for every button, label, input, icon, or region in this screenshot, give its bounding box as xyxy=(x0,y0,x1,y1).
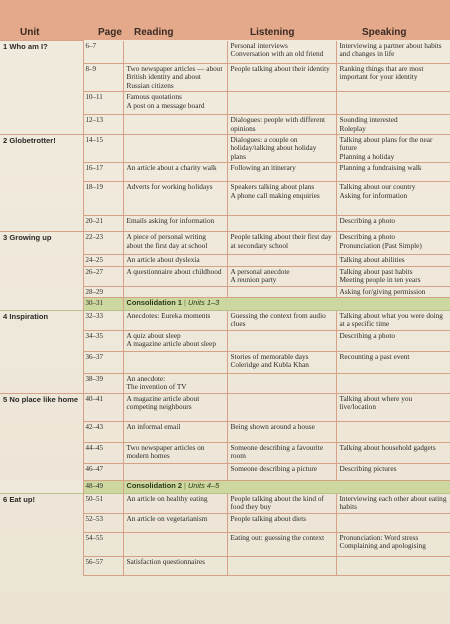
reading-cell xyxy=(123,115,227,135)
unit-title xyxy=(0,513,83,532)
table-row xyxy=(0,298,450,311)
page-range: 54–55 xyxy=(83,532,123,556)
unit-title xyxy=(0,421,83,442)
page-range: 44–45 xyxy=(83,442,123,463)
unit-title xyxy=(0,182,83,216)
reading-cell: A quiz about sleep A magazine article about sleep xyxy=(123,331,227,352)
unit-title xyxy=(0,352,83,374)
consolidation-label: Consolidation 1 xyxy=(126,298,182,308)
listening-cell: Being shown around a house xyxy=(227,421,336,442)
table-row xyxy=(0,41,450,64)
consolidation-units: Units 4–5 xyxy=(187,480,220,490)
speaking-cell: Talking about what you were doing at a specific time xyxy=(336,311,450,331)
header-speaking: Speaking xyxy=(362,27,407,38)
speaking-cell: Ranking things that are most important for your identity xyxy=(336,64,450,92)
unit-title xyxy=(0,298,83,311)
speaking-cell: Interviewing each other about eating habits xyxy=(336,493,450,513)
table-row xyxy=(0,135,450,163)
reading-cell: Two newspaper articles on modern homes xyxy=(123,442,227,463)
reading-cell: An anecdote: The invention of TV xyxy=(123,374,227,394)
header-unit: Unit xyxy=(20,27,40,38)
speaking-cell xyxy=(336,374,450,394)
page-range: 14–15 xyxy=(83,135,123,163)
unit-title: 3 Growing up xyxy=(0,232,83,255)
reading-cell: An article on healthy eating xyxy=(123,493,227,513)
speaking-cell: Describing a photo Pronunciation (Past Simple) xyxy=(336,232,450,255)
listening-cell: People talking about diets xyxy=(227,513,336,532)
unit-title: 5 No place like home xyxy=(0,393,83,421)
table-row xyxy=(0,393,450,421)
unit-title xyxy=(0,255,83,266)
unit-title xyxy=(0,442,83,463)
listening-cell xyxy=(227,331,336,352)
unit-title xyxy=(0,216,83,232)
table-row xyxy=(0,216,450,232)
table-row xyxy=(0,92,450,115)
unit-title xyxy=(0,92,83,115)
listening-cell: Speakers talking about plans A phone call making enquiries xyxy=(227,182,336,216)
page-range: 10–11 xyxy=(83,92,123,115)
unit-title xyxy=(0,115,83,135)
speaking-cell: Describing a photo xyxy=(336,331,450,352)
listening-cell: Personal interviews Conversation with an old friend xyxy=(227,41,336,64)
page-range: 12–13 xyxy=(83,115,123,135)
page-range: 6–7 xyxy=(83,41,123,64)
speaking-cell xyxy=(336,513,450,532)
listening-cell xyxy=(227,556,336,575)
consolidation-banner xyxy=(123,298,450,311)
listening-cell xyxy=(227,92,336,115)
speaking-cell: Describing a photo xyxy=(336,216,450,232)
reading-cell: An article about a charity walk xyxy=(123,163,227,182)
page-range: 28–29 xyxy=(83,286,123,297)
unit-title xyxy=(0,463,83,480)
table-row xyxy=(0,182,450,216)
listening-cell: People talking about their identity xyxy=(227,64,336,92)
speaking-cell xyxy=(336,92,450,115)
listening-cell: Guessing the context from audio clues xyxy=(227,311,336,331)
page-range: 56–57 xyxy=(83,556,123,575)
page-range: 32–33 xyxy=(83,311,123,331)
table-row xyxy=(0,532,450,556)
table-row xyxy=(0,513,450,532)
reading-cell: Satisfaction questionnaires xyxy=(123,556,227,575)
listening-cell: Stories of memorable days Coleridge and Kubla Khan xyxy=(227,352,336,374)
table-row xyxy=(0,352,450,374)
page-range: 8–9 xyxy=(83,64,123,92)
listening-cell: Someone describing a favourite room xyxy=(227,442,336,463)
speaking-cell: Pronunciation: Word stress Complaining and apologising xyxy=(336,532,450,556)
speaking-cell: Interviewing a partner about habits and changes in life xyxy=(336,41,450,64)
speaking-cell: Planning a fundraising walk xyxy=(336,163,450,182)
reading-cell: An article about dyslexia xyxy=(123,255,227,266)
unit-title: 2 Globetrotter! xyxy=(0,135,83,163)
reading-cell: Famous quotations A post on a message board xyxy=(123,92,227,115)
table-row xyxy=(0,463,450,480)
page-range: 36–37 xyxy=(83,352,123,374)
unit-title xyxy=(0,374,83,394)
page-range: 46–47 xyxy=(83,463,123,480)
table-row xyxy=(0,374,450,394)
speaking-cell: Asking for/giving permission xyxy=(336,286,450,297)
page-range: 52–53 xyxy=(83,513,123,532)
speaking-cell: Talking about our country Asking for information xyxy=(336,182,450,216)
table-row xyxy=(0,163,450,182)
table-row xyxy=(0,286,450,297)
unit-title xyxy=(0,266,83,286)
listening-cell: Someone describing a picture xyxy=(227,463,336,480)
header-reading: Reading xyxy=(134,27,174,38)
table-row xyxy=(0,442,450,463)
unit-title: 6 Eat up! xyxy=(0,493,83,513)
page-range: 18–19 xyxy=(83,182,123,216)
listening-cell: Following an itinerary xyxy=(227,163,336,182)
table-row xyxy=(0,255,450,266)
header-page: Page xyxy=(98,27,122,38)
speaking-cell xyxy=(336,556,450,575)
reading-cell xyxy=(123,463,227,480)
unit-title: 1 Who am I? xyxy=(0,41,83,64)
page-range: 48–49 xyxy=(83,480,123,493)
speaking-cell: Talking about plans for the near future Planning a holiday xyxy=(336,135,450,163)
table-row xyxy=(0,480,450,493)
reading-cell: A questionnaire about childhood xyxy=(123,266,227,286)
table-header xyxy=(0,0,450,40)
page-range: 50–51 xyxy=(83,493,123,513)
unit-title xyxy=(0,286,83,297)
reading-cell: An informal email xyxy=(123,421,227,442)
reading-cell: Anecdotes: Eureka moments xyxy=(123,311,227,331)
listening-cell xyxy=(227,216,336,232)
reading-cell xyxy=(123,41,227,64)
speaking-cell: Talking about past habits Meeting people in ten years xyxy=(336,266,450,286)
speaking-cell xyxy=(336,421,450,442)
page-range: 20–21 xyxy=(83,216,123,232)
table-row xyxy=(0,421,450,442)
listening-cell: Dialogues: people with different opinions xyxy=(227,115,336,135)
page-range: 40–41 xyxy=(83,393,123,421)
page-range: 42–43 xyxy=(83,421,123,442)
speaking-cell: Describing pictures xyxy=(336,463,450,480)
page-range: 30–31 xyxy=(83,298,123,311)
reading-cell: Two newspaper articles — about British identity and about Russian citizens xyxy=(123,64,227,92)
table-row xyxy=(0,232,450,255)
speaking-cell: Recounting a past event xyxy=(336,352,450,374)
unit-title xyxy=(0,163,83,182)
reading-cell: An article on vegetarianism xyxy=(123,513,227,532)
unit-title xyxy=(0,480,83,493)
reading-cell: A magazine article about competing neighbours xyxy=(123,393,227,421)
listening-cell xyxy=(227,286,336,297)
listening-cell: A personal anecdote A reunion party xyxy=(227,266,336,286)
speaking-cell: Talking about household gadgets xyxy=(336,442,450,463)
unit-title xyxy=(0,64,83,92)
page-range: 38–39 xyxy=(83,374,123,394)
reading-cell xyxy=(123,286,227,297)
table-row xyxy=(0,266,450,286)
divider: | xyxy=(181,298,188,308)
reading-cell: A piece of personal writing about the first day at school xyxy=(123,232,227,255)
reading-cell: Emails asking for information xyxy=(123,216,227,232)
page-range: 24–25 xyxy=(83,255,123,266)
reading-cell xyxy=(123,135,227,163)
listening-cell xyxy=(227,255,336,266)
listening-cell: Dialogues: a couple on holiday/talking about holiday plans xyxy=(227,135,336,163)
consolidation-units: Units 1–3 xyxy=(187,298,220,308)
speaking-cell: Talking about where you live/location xyxy=(336,393,450,421)
unit-title: 4 Inspiration xyxy=(0,311,83,331)
page-range: 16–17 xyxy=(83,163,123,182)
contents-table xyxy=(0,40,450,576)
listening-cell: Eating out: guessing the context xyxy=(227,532,336,556)
unit-title xyxy=(0,532,83,556)
table-row xyxy=(0,311,450,331)
reading-cell: Adverts for working holidays xyxy=(123,182,227,216)
listening-cell xyxy=(227,374,336,394)
consolidation-banner xyxy=(123,480,450,493)
table-row xyxy=(0,493,450,513)
table-row xyxy=(0,556,450,575)
speaking-cell: Talking about abilities xyxy=(336,255,450,266)
listening-cell xyxy=(227,393,336,421)
reading-cell xyxy=(123,352,227,374)
reading-cell xyxy=(123,532,227,556)
listening-cell: People talking about their first day at secondary school xyxy=(227,232,336,255)
unit-title xyxy=(0,331,83,352)
page-range: 22–23 xyxy=(83,232,123,255)
consolidation-label: Consolidation 2 xyxy=(126,480,182,490)
page-range: 34–35 xyxy=(83,331,123,352)
header-listening: Listening xyxy=(250,27,295,38)
table-row xyxy=(0,331,450,352)
table-row xyxy=(0,64,450,92)
unit-title xyxy=(0,556,83,575)
divider: | xyxy=(181,480,188,490)
page-range: 26–27 xyxy=(83,266,123,286)
table-row xyxy=(0,115,450,135)
speaking-cell: Sounding interested Roleplay xyxy=(336,115,450,135)
listening-cell: People talking about the kind of food they buy xyxy=(227,493,336,513)
